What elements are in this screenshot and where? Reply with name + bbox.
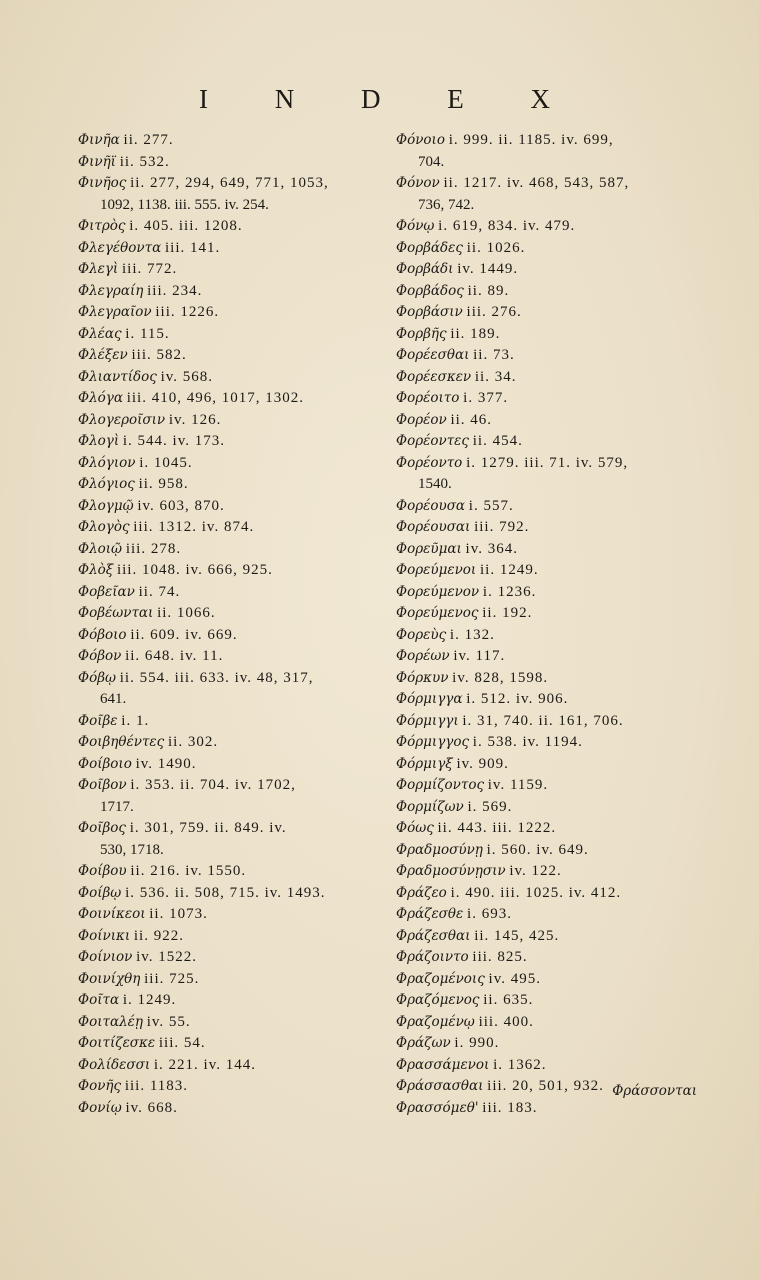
reference: iii. 20, 501, 932. [487, 1078, 604, 1094]
index-entry [396, 711, 696, 733]
reference: i. 536. ii. 508, 715. iv. 1493. [125, 884, 326, 901]
headword: Φορβάδες [396, 239, 463, 256]
headword: Φλογὶ [78, 433, 120, 449]
headword: Φορβῆς [396, 325, 447, 342]
index-entry [396, 453, 696, 475]
index-entry [78, 496, 383, 518]
index-entry [396, 625, 696, 647]
headword: Φλογεροῖσιν [78, 411, 166, 428]
reference: i. 569. [467, 798, 513, 815]
index-entry [78, 216, 383, 238]
headword: Φορέοντο [396, 454, 463, 471]
reference: iii. 276. [466, 304, 522, 320]
reference: i. 115. [125, 325, 170, 342]
headword: Φορβάδος [396, 282, 464, 299]
index-entry [396, 990, 696, 1012]
headword: Φλόγιος [78, 476, 135, 492]
reference: ii. 532. [119, 153, 170, 170]
reference: i. 544. iv. 173. [122, 433, 225, 449]
headword: Φόβον [78, 648, 122, 664]
headword: Φρασσόμεθ' [396, 1099, 479, 1116]
reference: iv. 364. [465, 540, 518, 557]
reference: i. 1. [121, 712, 150, 729]
index-entry [396, 1012, 696, 1034]
index-entry [396, 775, 696, 797]
headword: Φόως [396, 820, 434, 836]
reference: iv. 828, 1598. [452, 669, 549, 686]
index-entry [78, 281, 383, 303]
reference: ii. 216. iv. 1550. [130, 863, 247, 879]
headword: Φινῆα [78, 132, 120, 148]
index-entry [78, 625, 383, 647]
index-entry [78, 238, 383, 260]
reference: ii. 277, 294, 649, 771, 1053, [130, 175, 329, 191]
index-entry [396, 1055, 696, 1077]
reference: iii. 141. [164, 239, 221, 256]
index-entry [78, 947, 383, 969]
index-entry [396, 216, 696, 238]
reference: ii. 958. [138, 476, 189, 492]
reference: ii. 443. iii. 1222. [437, 820, 557, 836]
headword: Φορεὺς [396, 626, 447, 643]
index-entry [396, 238, 696, 260]
headword: Φράζων [396, 1035, 451, 1051]
index-entry [396, 388, 696, 410]
index-entry [396, 1033, 696, 1055]
reference: i. 1249. [122, 992, 177, 1008]
left-column [78, 130, 383, 1119]
reference: ii. 145, 425. [474, 927, 560, 944]
index-entry [78, 818, 383, 840]
headword: Φόρμιγγι [396, 712, 459, 729]
index-entry [78, 711, 383, 733]
headword: Φορέων [396, 648, 450, 664]
reference: i. 999. ii. 1185. iv. 699, [448, 132, 614, 148]
index-entry [396, 496, 696, 518]
index-entry [78, 173, 383, 195]
headword: Φοῖβος [78, 820, 126, 836]
headword: Φορέουσαι [396, 519, 471, 535]
headword: Φορεύμενος [396, 605, 479, 621]
reference: i. 990. [454, 1035, 500, 1051]
index-entry [396, 560, 696, 582]
reference: iii. 410, 496, 1017, 1302. [126, 390, 304, 406]
reference: iii. 400. [478, 1013, 534, 1030]
index-entry [78, 603, 383, 625]
reference: ii. 73. [473, 347, 515, 363]
index-entry [396, 861, 696, 883]
headword: Φοίβῳ [78, 884, 122, 901]
headword: Φορμίζων [396, 798, 464, 815]
reference: iii. 1183. [124, 1078, 189, 1094]
headword: Φλογμῷ [78, 497, 134, 514]
headword: Φλεγὶ [78, 261, 119, 277]
index-entry [78, 410, 383, 432]
index-entry [396, 603, 696, 625]
headword: Φοινίχθη [78, 970, 141, 987]
reference: iii. 792. [474, 519, 530, 535]
index-entry [78, 474, 383, 496]
index-entry [396, 345, 696, 367]
reference: i. 538. iv. 1194. [472, 734, 583, 750]
headword: Φράζεο [396, 884, 447, 901]
reference: iv. 1490. [135, 755, 197, 772]
headword: Φόνον [396, 175, 440, 191]
index-entry [396, 754, 696, 776]
reference: ii. 74. [138, 583, 181, 600]
headword: Φλεγραῖον [78, 304, 152, 320]
reference: ii. 302. [167, 734, 219, 750]
reference: ii. 648. iv. 11. [125, 648, 224, 664]
index-entry [78, 775, 383, 797]
reference: iv. 668. [125, 1099, 178, 1116]
reference: ii. 89. [467, 282, 510, 299]
right-column [396, 130, 696, 1119]
page-title: I N D E X [199, 84, 580, 114]
index-entry [78, 367, 383, 389]
headword: Φοιτίζεσκε [78, 1035, 156, 1051]
reference-continuation: 704. [418, 153, 445, 170]
headword: Φορεύμενοι [396, 562, 477, 578]
index-entry [396, 646, 696, 668]
reference: i. 1279. iii. 71. iv. 579, [466, 454, 629, 471]
reference: iv. 122. [509, 863, 562, 879]
reference: i. 31, 740. ii. 161, 706. [462, 712, 624, 729]
headword: Φλεγραίη [78, 282, 144, 299]
headword: Φορέοντες [396, 433, 469, 449]
index-entry [78, 582, 383, 604]
reference: iv. 1449. [457, 261, 519, 277]
reference: ii. 34. [474, 368, 517, 385]
reference: ii. 1249. [479, 562, 539, 578]
headword: Φοίβου [78, 863, 127, 879]
headword: Φλὸξ [78, 562, 114, 578]
headword: Φόρκυν [396, 669, 449, 686]
headword: Φλεγέθοντα [78, 239, 162, 256]
headword: Φόρμιγγος [396, 734, 470, 750]
headword: Φράζεσθαι [396, 927, 471, 944]
index-entry [78, 302, 383, 324]
index-entry [78, 324, 383, 346]
headword: Φόνοιο [396, 132, 445, 148]
index-entry [78, 1098, 383, 1120]
index-entry [78, 1012, 383, 1034]
headword: Φραζόμενος [396, 992, 480, 1008]
headword: Φορέον [396, 411, 447, 428]
headword: Φλογὸς [78, 519, 130, 535]
index-entry [396, 883, 696, 905]
headword: Φορέοιτο [396, 390, 460, 406]
index-entry [78, 990, 383, 1012]
headword: Φοῖτα [78, 992, 120, 1008]
headword: Φράσσασθαι [396, 1078, 484, 1094]
reference: ii. 277. [123, 132, 174, 148]
headword: Φοίβοιο [78, 755, 132, 772]
headword: Φορβάσιν [396, 304, 463, 320]
headword: Φονῆς [78, 1078, 122, 1094]
index-entry [396, 689, 696, 711]
reference-continuation: 736, 742. [418, 196, 475, 213]
reference: i. 405. iii. 1208. [129, 218, 243, 234]
reference: iv. 568. [160, 368, 214, 385]
index-entry [396, 302, 696, 324]
index-entry [396, 130, 696, 152]
reference: iv. 117. [453, 648, 506, 664]
reference: iii. 1048. iv. 666, 925. [116, 562, 273, 578]
headword: Φόρμιγξ [396, 755, 453, 772]
reference: iii. 278. [125, 540, 182, 557]
headword: Φοῖβε [78, 712, 118, 729]
headword: Φραδμοσύνῃσιν [396, 863, 506, 879]
index-entry [78, 668, 383, 690]
reference-continuation: 530, 1718. [100, 841, 164, 858]
reference: i. 377. [463, 390, 509, 406]
reference: ii. 1066. [157, 605, 216, 621]
reference-continuation: 1092, 1138. iii. 555. iv. 254. [100, 196, 269, 213]
headword: Φλοιῷ [78, 540, 123, 557]
headword: Φρασσάμενοι [396, 1056, 490, 1073]
index-entry [396, 840, 696, 862]
reference: iii. 54. [158, 1035, 206, 1051]
headword: Φορβάδι [396, 261, 454, 277]
index-entry [396, 969, 696, 991]
index-entry [78, 1055, 383, 1077]
index-entry [78, 732, 383, 754]
headword: Φοίνιον [78, 949, 133, 965]
headword: Φλιαντίδος [78, 368, 157, 385]
headword: Φοιβηθέντες [78, 734, 165, 750]
index-entry [78, 883, 383, 905]
index-entry [396, 259, 696, 281]
headword: Φόρμιγγα [396, 691, 463, 707]
reference: ii. 635. [483, 992, 534, 1008]
reference: ii. 554. iii. 633. iv. 48, 317, [119, 669, 314, 686]
reference: ii. 1026. [466, 239, 526, 256]
index-entry [78, 345, 383, 367]
headword: Φινῆϊ [78, 153, 116, 170]
index-entry [78, 646, 383, 668]
index-entry [78, 969, 383, 991]
headword: Φραζομένῳ [396, 1013, 475, 1030]
index-entry [396, 947, 696, 969]
reference: iv. 909. [456, 755, 509, 772]
headword: Φοβεῖαν [78, 583, 135, 600]
index-entry [78, 517, 383, 539]
index-entry [78, 754, 383, 776]
index-entry [396, 431, 696, 453]
index-entry [396, 818, 696, 840]
headword: Φορέεσθαι [396, 347, 470, 363]
index-entry [78, 130, 383, 152]
index-entry [78, 388, 383, 410]
reference: ii. 454. [472, 433, 523, 449]
headword: Φραζομένοις [396, 970, 485, 987]
headword: Φλέας [78, 325, 122, 342]
reference: i. 490. iii. 1025. iv. 412. [450, 884, 622, 901]
headword: Φοίνικι [78, 927, 131, 944]
index-entry [396, 517, 696, 539]
reference: iv. 126. [168, 411, 222, 428]
index-entry [78, 1033, 383, 1055]
reference: i. 512. iv. 906. [466, 691, 569, 707]
headword: Φονίῳ [78, 1099, 122, 1116]
reference: ii. 922. [133, 927, 184, 944]
headword: Φιτρὸς [78, 218, 126, 234]
index-entry [396, 367, 696, 389]
reference: i. 1236. [482, 583, 537, 600]
headword: Φορεύμενον [396, 583, 480, 600]
headword: Φορέουσα [396, 497, 466, 514]
reference: iii. 825. [472, 949, 528, 965]
catchword: Φράσσονται [612, 1083, 697, 1099]
reference: ii. 192. [482, 605, 533, 621]
reference: ii. 46. [450, 411, 493, 428]
reference: iii. 772. [121, 261, 178, 277]
headword: Φοῖβον [78, 777, 127, 793]
index-entry [396, 797, 696, 819]
index-entry [78, 926, 383, 948]
reference: iii. 582. [131, 347, 187, 363]
reference: i. 353. ii. 704. iv. 1702, [130, 777, 296, 793]
headword: Φόνῳ [396, 218, 435, 234]
headword: Φλόγα [78, 390, 123, 406]
reference: i. 132. [449, 626, 495, 643]
headword: Φόβοιο [78, 626, 127, 643]
reference: i. 557. [468, 497, 514, 514]
reference: i. 693. [467, 906, 512, 922]
reference: iv. 55. [146, 1013, 191, 1030]
index-entry [396, 668, 696, 690]
index-entry [396, 324, 696, 346]
headword: Φράζεσθε [396, 906, 464, 922]
headword: Φοβέωνται [78, 605, 154, 621]
reference: iii. 183. [482, 1099, 538, 1116]
headword: Φολίδεσσι [78, 1056, 151, 1073]
reference: iv. 1159. [487, 777, 549, 793]
index-entry [396, 173, 696, 195]
reference: iii. 1312. iv. 874. [133, 519, 255, 535]
reference: iii. 234. [147, 282, 203, 299]
headword: Φοιταλέῃ [78, 1013, 143, 1030]
headword: Φόβῳ [78, 669, 117, 686]
index-entry [78, 904, 383, 926]
reference: ii. 189. [450, 325, 501, 342]
index-entry [78, 539, 383, 561]
index-entry [396, 1098, 696, 1120]
reference-continuation: 641. [100, 691, 127, 707]
index-entry [396, 410, 696, 432]
reference: iii. 725. [144, 970, 200, 987]
reference: ii. 1073. [149, 906, 208, 922]
headword: Φλόγιον [78, 454, 136, 471]
index-entry [78, 431, 383, 453]
index-entry [396, 732, 696, 754]
headword: Φλέξεν [78, 347, 128, 363]
reference: i. 221. iv. 144. [153, 1056, 257, 1073]
reference: iv. 603, 870. [137, 497, 225, 514]
index-entry [396, 281, 696, 303]
reference: i. 301, 759. ii. 849. iv. [129, 820, 287, 836]
headword: Φορεῦμαι [396, 540, 462, 557]
index-entry [396, 926, 696, 948]
headword: Φορέεσκεν [396, 368, 472, 385]
reference: i. 619, 834. iv. 479. [438, 218, 576, 234]
index-entry [78, 560, 383, 582]
reference: iv. 495. [488, 970, 541, 987]
index-entry [396, 539, 696, 561]
reference: i. 1362. [493, 1056, 547, 1073]
reference-continuation: 1717. [100, 798, 134, 815]
reference: ii. 1217. iv. 468, 543, 587, [443, 175, 630, 191]
index-entry [78, 453, 383, 475]
index-entry [78, 861, 383, 883]
headword: Φράζοιντο [396, 949, 469, 965]
reference: i. 560. iv. 649. [486, 841, 589, 858]
index-entry [396, 582, 696, 604]
reference: i. 1045. [139, 454, 193, 471]
index-entry [78, 1076, 383, 1098]
index-entry [396, 904, 696, 926]
reference: iii. 1226. [155, 304, 220, 320]
reference-continuation: 1540. [418, 476, 452, 492]
headword: Φινῆος [78, 175, 127, 191]
reference: iv. 1522. [136, 949, 198, 965]
reference: ii. 609. iv. 669. [130, 626, 238, 643]
index-entry [78, 152, 383, 174]
headword: Φοινίκεοι [78, 906, 146, 922]
index-entry [78, 259, 383, 281]
headword: Φορμίζοντος [396, 777, 485, 793]
headword: Φραδμοσύνῃ [396, 841, 483, 858]
